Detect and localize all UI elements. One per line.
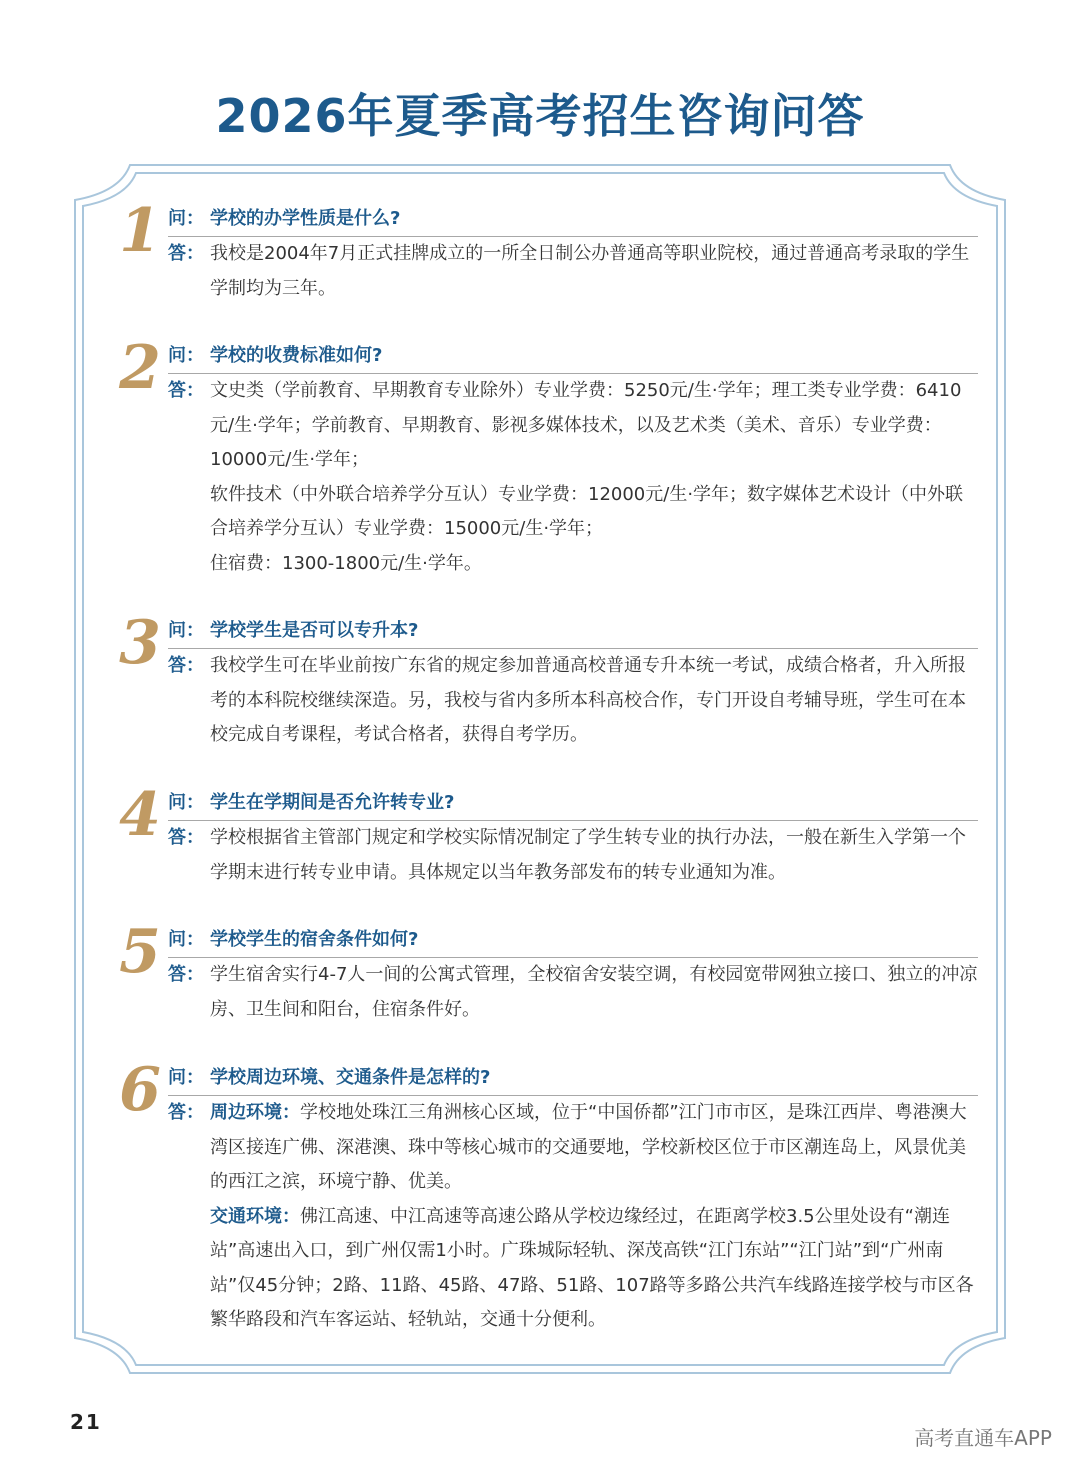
question-row <box>168 787 978 821</box>
question-row <box>168 615 978 649</box>
qa-item-1 <box>118 196 978 306</box>
traffic-paragraph <box>210 1200 978 1338</box>
qa-item-2 <box>118 333 978 581</box>
question-text: 学校的办学性质是什么? <box>210 208 401 229</box>
question-row <box>168 340 978 374</box>
answer-row <box>168 374 978 581</box>
answer-label: 答： <box>168 243 204 264</box>
question-text: 学校学生的宿舍条件如何? <box>210 929 419 950</box>
question-row <box>168 924 978 958</box>
qa-item-6 <box>118 1055 978 1338</box>
qa-item-5 <box>118 917 978 1027</box>
environment-paragraph <box>210 1096 978 1200</box>
question-label: 问： <box>168 620 204 641</box>
answer-row <box>168 1096 978 1338</box>
page-title: 2026年夏季高考招生咨询问答 <box>215 89 865 143</box>
item-number: 4 <box>119 780 161 850</box>
answer-label: 答： <box>168 655 204 676</box>
answer-text: 学生宿舍实行4-7人一间的公寓式管理，全校宿舍安装空调，有校园宽带网独立接口、独立的冲凉房、卫生间和阳台，住宿条件好。 <box>210 964 978 1020</box>
answer-label: 答： <box>168 380 204 401</box>
answer-paragraph: 文史类（学前教育、早期教育专业除外）专业学费：5250元/生·学年；理工类专业学费：6410元/生·学年；学前教育、早期教育、影视多媒体技术，以及艺术类（美术、音乐）专业学费：10000元/生·学年； <box>210 380 962 470</box>
environment-label: 周边环境： <box>210 1102 300 1123</box>
answer-row <box>168 821 978 890</box>
question-label: 问： <box>168 792 204 813</box>
watermark: 高考直通车APP <box>914 1426 1052 1450</box>
item-number: 1 <box>119 196 161 266</box>
answer-row <box>168 237 978 306</box>
answer-paragraph: 住宿费：1300-1800元/生·学年。 <box>210 552 482 574</box>
question-label: 问： <box>168 1067 204 1088</box>
question-row <box>168 203 978 237</box>
answer-row <box>168 958 978 1027</box>
item-number: 3 <box>119 608 161 678</box>
question-text: 学校周边环境、交通条件是怎样的? <box>210 1067 491 1088</box>
answer-label: 答： <box>168 964 204 985</box>
item-number: 2 <box>119 333 161 403</box>
item-number: 6 <box>119 1055 161 1125</box>
question-text: 学生在学期间是否允许转专业? <box>210 792 455 813</box>
environment-text: 学校地处珠江三角洲核心区域，位于“中国侨都”江门市市区，是珠江西岸、粤港澳大湾区接连广佛、深港澳、珠中等核心城市的交通要地，学校新校区位于市区潮连岛上，风景优美的西江之滨，环境宁静、优美。 <box>210 1102 967 1192</box>
answer-label: 答： <box>168 827 204 848</box>
answer-paragraph: 软件技术（中外联合培养学分互认）专业学费：12000元/生·学年；数字媒体艺术设计（中外联合培养学分互认）专业学费：15000元/生·学年； <box>210 483 964 539</box>
qa-item-4 <box>118 780 978 890</box>
qa-item-3 <box>118 608 978 753</box>
question-label: 问： <box>168 345 204 366</box>
question-label: 问： <box>168 208 204 229</box>
question-label: 问： <box>168 929 204 950</box>
question-text: 学校的收费标准如何? <box>210 345 383 366</box>
question-row <box>168 1062 978 1096</box>
answer-text: 我校学生可在毕业前按广东省的规定参加普通高校普通专升本统一考试，成绩合格者，升入所报考的本科院校继续深造。另，我校与省内多所本科高校合作，专门开设自考辅导班，学生可在本校完成自考课程，考试合格者，获得自考学历。 <box>210 655 966 745</box>
item-number: 5 <box>119 917 161 987</box>
question-text: 学校学生是否可以专升本? <box>210 620 419 641</box>
traffic-text: 佛江高速、中江高速等高速公路从学校边缘经过，在距离学校3.5公里处设有“潮连站”高速出入口，到广州仅需1小时。广珠城际轻轨、深茂高铁“江门东站”“江门站”到“广州南站”仅45分钟；2路、11路、45路、47路、51路、107路等多路公共汽车线路连接学校与市区各繁华路段和汽车客运站、轻轨站，交通十分便利。 <box>210 1205 974 1330</box>
answer-text: 我校是2004年7月正式挂牌成立的一所全日制公办普通高等职业院校，通过普通高考录取的学生学制均为三年。 <box>210 243 970 299</box>
answer-row <box>168 649 978 753</box>
answer-label: 答： <box>168 1102 204 1123</box>
page-number: 21 <box>70 1410 102 1434</box>
answer-text: 学校根据省主管部门规定和学校实际情况制定了学生转专业的执行办法，一般在新生入学第一个学期末进行转专业申请。具体规定以当年教务部发布的转专业通知为准。 <box>210 827 966 883</box>
traffic-label: 交通环境： <box>210 1205 300 1227</box>
